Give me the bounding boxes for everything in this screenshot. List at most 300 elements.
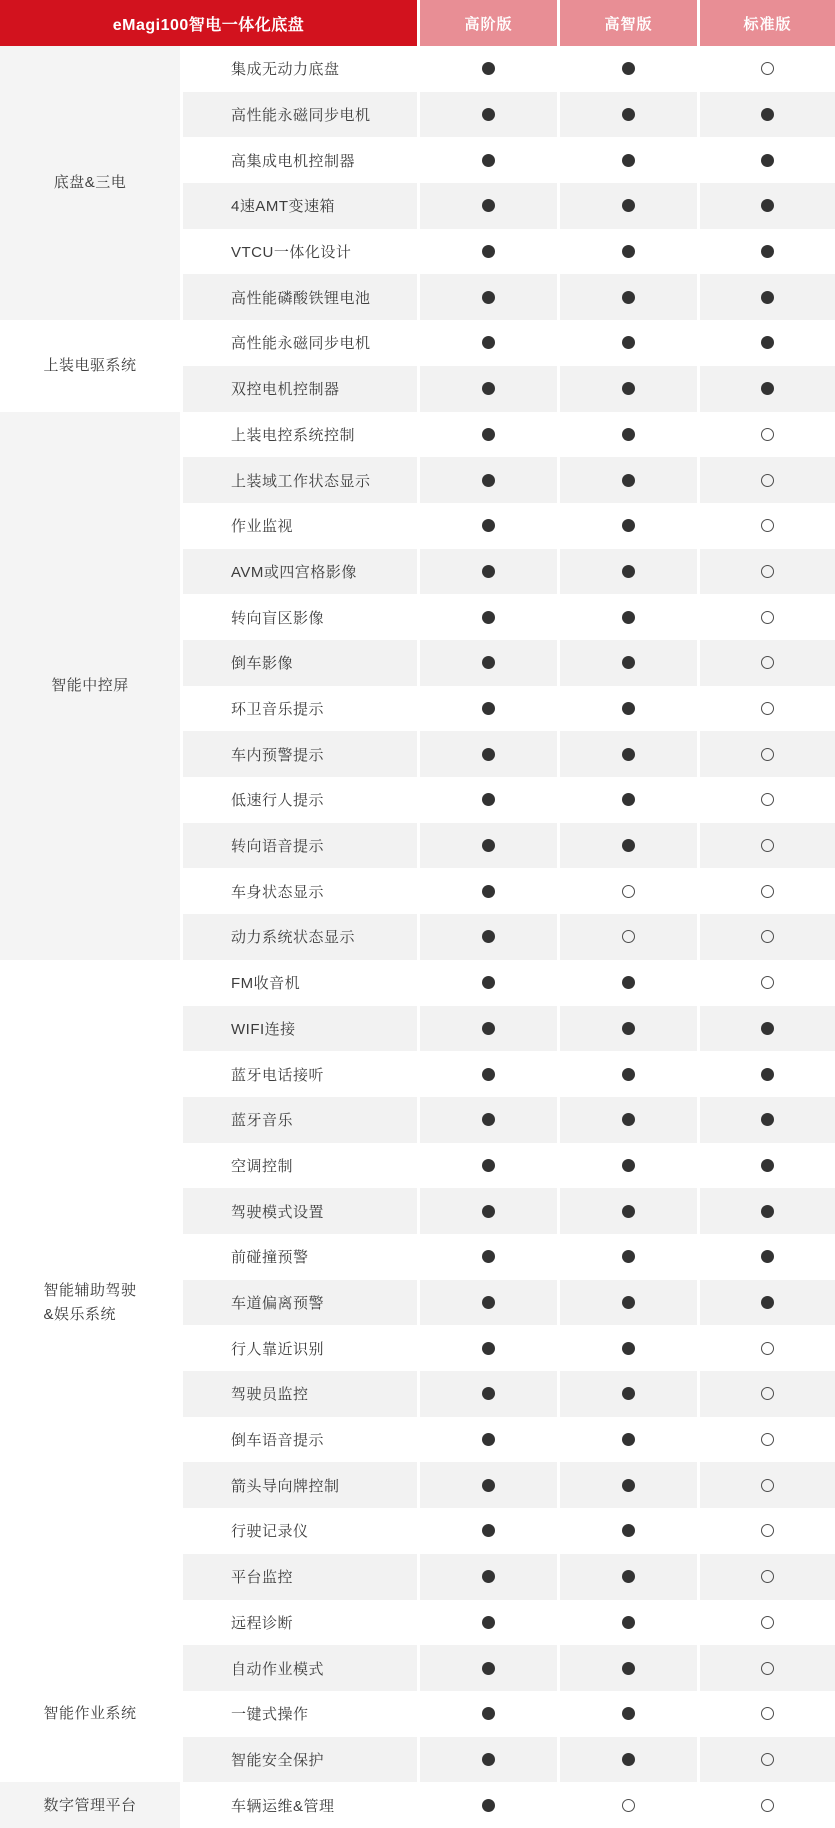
- dot-filled-icon: [482, 382, 495, 395]
- dot-filled-icon: [482, 1479, 495, 1492]
- availability-cell: [560, 46, 697, 92]
- feature-label: 环卫音乐提示: [231, 701, 325, 719]
- trim-header-gaojie: 高阶版: [420, 0, 557, 46]
- dot-filled-icon: [482, 474, 495, 487]
- dot-hollow-icon: [622, 1799, 635, 1812]
- dot-filled-icon: [622, 702, 635, 715]
- availability-cell: [560, 366, 697, 412]
- dot-filled-icon: [761, 108, 774, 121]
- availability-cell: [560, 1371, 697, 1417]
- feature-label: 高性能磷酸铁锂电池: [231, 289, 371, 307]
- availability-cell: [560, 503, 697, 549]
- availability-cell: [700, 731, 835, 777]
- category-label: [54, 171, 127, 194]
- availability-cell: [420, 1371, 557, 1417]
- dot-hollow-icon: [761, 748, 774, 761]
- dot-filled-icon: [482, 62, 495, 75]
- dot-filled-icon: [622, 336, 635, 349]
- dot-filled-icon: [622, 108, 635, 121]
- feature-label: 转向语音提示: [231, 838, 325, 856]
- feature-label: 高性能永磁同步电机: [231, 335, 371, 353]
- availability-cell: [420, 137, 557, 183]
- availability-cell: [560, 1097, 697, 1143]
- availability-cell: [560, 1417, 697, 1463]
- feature-cell: [183, 1645, 417, 1691]
- availability-cell: [420, 823, 557, 869]
- dot-hollow-icon: [761, 62, 774, 75]
- availability-cell: [560, 1508, 697, 1554]
- dot-filled-icon: [761, 382, 774, 395]
- availability-cell: [560, 1782, 697, 1828]
- dot-filled-icon: [482, 839, 495, 852]
- availability-cell: [560, 1280, 697, 1326]
- availability-cell: [560, 731, 697, 777]
- dot-filled-icon: [761, 245, 774, 258]
- feature-label: 倒车影像: [231, 655, 294, 673]
- feature-label: 驾驶员监控: [231, 1386, 309, 1404]
- dot-filled-icon: [482, 1342, 495, 1355]
- dot-hollow-icon: [761, 1616, 774, 1629]
- feature-label: 一键式操作: [231, 1706, 309, 1724]
- availability-cell: [560, 640, 697, 686]
- availability-cell: [700, 92, 835, 138]
- availability-cell: [560, 1325, 697, 1371]
- availability-cell: [700, 914, 835, 960]
- availability-cell: [560, 274, 697, 320]
- dot-filled-icon: [761, 1296, 774, 1309]
- dot-filled-icon: [482, 1616, 495, 1629]
- dot-hollow-icon: [761, 656, 774, 669]
- feature-label: 高性能永磁同步电机: [231, 107, 371, 125]
- availability-cell: [700, 412, 835, 458]
- availability-cell: [420, 92, 557, 138]
- dot-filled-icon: [622, 382, 635, 395]
- availability-cell: [560, 1006, 697, 1052]
- feature-cell: [183, 366, 417, 412]
- category-label-line: 数字管理平台: [43, 1796, 137, 1814]
- feature-cell: [183, 914, 417, 960]
- category-label: [43, 1702, 136, 1725]
- availability-cell: [700, 686, 835, 732]
- dot-filled-icon: [482, 336, 495, 349]
- feature-label: 低速行人提示: [231, 792, 325, 810]
- dot-filled-icon: [482, 1022, 495, 1035]
- availability-cell: [420, 1325, 557, 1371]
- dot-filled-icon: [482, 519, 495, 532]
- feature-label: 上装电控系统控制: [231, 426, 356, 444]
- feature-cell: [183, 1097, 417, 1143]
- dot-hollow-icon: [761, 1662, 774, 1675]
- availability-cell: [420, 1280, 557, 1326]
- feature-cell: [183, 1737, 417, 1783]
- dot-filled-icon: [622, 1433, 635, 1446]
- feature-label: 蓝牙电话接听: [231, 1066, 325, 1084]
- dot-filled-icon: [622, 748, 635, 761]
- dot-filled-icon: [761, 1068, 774, 1081]
- availability-cell: [560, 183, 697, 229]
- category-label-line: &娱乐系统: [43, 1305, 116, 1323]
- availability-cell: [560, 1691, 697, 1737]
- availability-cell: [700, 1554, 835, 1600]
- feature-label: 转向盲区影像: [231, 609, 325, 627]
- feature-label: FM收音机: [231, 975, 301, 993]
- category-cell: [0, 412, 180, 960]
- dot-filled-icon: [482, 1068, 495, 1081]
- feature-cell: [183, 229, 417, 275]
- category-cell: [0, 960, 180, 1645]
- category-cell: [0, 1782, 180, 1828]
- dot-filled-icon: [622, 1068, 635, 1081]
- dot-hollow-icon: [761, 1433, 774, 1446]
- availability-cell: [700, 457, 835, 503]
- availability-cell: [420, 274, 557, 320]
- feature-cell: [183, 1051, 417, 1097]
- dot-filled-icon: [482, 245, 495, 258]
- feature-label: 车道偏离预警: [231, 1295, 325, 1313]
- dot-hollow-icon: [761, 428, 774, 441]
- feature-label: 车辆运维&管理: [231, 1797, 335, 1815]
- availability-cell: [420, 1782, 557, 1828]
- availability-cell: [420, 1462, 557, 1508]
- feature-cell: [183, 1782, 417, 1828]
- feature-label: 4速AMT变速箱: [231, 198, 336, 216]
- availability-cell: [560, 1554, 697, 1600]
- feature-cell: [183, 1600, 417, 1646]
- dot-filled-icon: [622, 1205, 635, 1218]
- feature-cell: [183, 1554, 417, 1600]
- availability-cell: [700, 1188, 835, 1234]
- availability-cell: [420, 1234, 557, 1280]
- dot-filled-icon: [482, 108, 495, 121]
- feature-cell: [183, 503, 417, 549]
- availability-cell: [700, 640, 835, 686]
- availability-cell: [700, 366, 835, 412]
- dot-hollow-icon: [761, 930, 774, 943]
- availability-cell: [560, 412, 697, 458]
- feature-label: 集成无动力底盘: [231, 61, 340, 79]
- dot-filled-icon: [482, 930, 495, 943]
- availability-cell: [700, 1371, 835, 1417]
- availability-cell: [560, 914, 697, 960]
- feature-label: 上装域工作状态显示: [231, 472, 371, 490]
- dot-filled-icon: [482, 428, 495, 441]
- dot-filled-icon: [482, 1799, 495, 1812]
- feature-cell: [183, 1325, 417, 1371]
- dot-filled-icon: [482, 702, 495, 715]
- dot-filled-icon: [482, 154, 495, 167]
- dot-filled-icon: [622, 1753, 635, 1766]
- dot-hollow-icon: [761, 1387, 774, 1400]
- availability-cell: [560, 1737, 697, 1783]
- availability-cell: [700, 1462, 835, 1508]
- feature-cell: [183, 1188, 417, 1234]
- dot-filled-icon: [622, 839, 635, 852]
- feature-cell: [183, 1006, 417, 1052]
- availability-cell: [700, 1234, 835, 1280]
- availability-cell: [700, 1417, 835, 1463]
- availability-cell: [560, 549, 697, 595]
- dot-filled-icon: [761, 1022, 774, 1035]
- category-cell: [0, 320, 180, 411]
- availability-cell: [420, 1737, 557, 1783]
- category-label: [43, 1279, 136, 1326]
- dot-filled-icon: [622, 1616, 635, 1629]
- availability-cell: [700, 1097, 835, 1143]
- dot-filled-icon: [622, 1524, 635, 1537]
- dot-filled-icon: [622, 199, 635, 212]
- availability-cell: [420, 731, 557, 777]
- feature-cell: [183, 1280, 417, 1326]
- dot-hollow-icon: [761, 1707, 774, 1720]
- availability-cell: [700, 183, 835, 229]
- feature-cell: [183, 868, 417, 914]
- dot-hollow-icon: [761, 839, 774, 852]
- dot-filled-icon: [622, 428, 635, 441]
- availability-cell: [560, 457, 697, 503]
- dot-filled-icon: [482, 1387, 495, 1400]
- feature-label: 行人靠近识别: [231, 1340, 325, 1358]
- availability-cell: [700, 137, 835, 183]
- availability-cell: [420, 229, 557, 275]
- feature-label: 动力系统状态显示: [231, 929, 356, 947]
- dot-filled-icon: [482, 885, 495, 898]
- dot-filled-icon: [482, 1296, 495, 1309]
- dot-filled-icon: [622, 1387, 635, 1400]
- dot-hollow-icon: [761, 1753, 774, 1766]
- feature-label: 平台监控: [231, 1569, 294, 1587]
- dot-filled-icon: [761, 1113, 774, 1126]
- availability-cell: [560, 137, 697, 183]
- dot-filled-icon: [622, 1707, 635, 1720]
- availability-cell: [420, 366, 557, 412]
- availability-cell: [560, 320, 697, 366]
- feature-cell: [183, 274, 417, 320]
- feature-label: 作业监视: [231, 518, 294, 536]
- availability-cell: [560, 686, 697, 732]
- availability-cell: [420, 1554, 557, 1600]
- dot-filled-icon: [622, 1479, 635, 1492]
- category-label: [43, 354, 136, 377]
- availability-cell: [420, 640, 557, 686]
- feature-label: 双控电机控制器: [231, 381, 340, 399]
- dot-filled-icon: [482, 1662, 495, 1675]
- feature-cell: [183, 1143, 417, 1189]
- feature-cell: [183, 412, 417, 458]
- feature-cell: [183, 640, 417, 686]
- dot-filled-icon: [622, 245, 635, 258]
- feature-label: 远程诊断: [231, 1614, 294, 1632]
- dot-filled-icon: [482, 1570, 495, 1583]
- availability-cell: [700, 1782, 835, 1828]
- availability-cell: [420, 868, 557, 914]
- availability-cell: [420, 320, 557, 366]
- dot-filled-icon: [482, 1113, 495, 1126]
- dot-hollow-icon: [761, 793, 774, 806]
- availability-cell: [420, 1006, 557, 1052]
- dot-filled-icon: [622, 1113, 635, 1126]
- category-cell: [0, 1645, 180, 1782]
- availability-cell: [560, 1143, 697, 1189]
- feature-label: 倒车语音提示: [231, 1432, 325, 1450]
- feature-cell: [183, 320, 417, 366]
- availability-cell: [420, 1645, 557, 1691]
- feature-cell: [183, 457, 417, 503]
- dot-filled-icon: [622, 976, 635, 989]
- feature-label: 空调控制: [231, 1157, 294, 1175]
- dot-filled-icon: [761, 199, 774, 212]
- availability-cell: [700, 549, 835, 595]
- availability-cell: [560, 1600, 697, 1646]
- dot-hollow-icon: [761, 1524, 774, 1537]
- availability-cell: [700, 823, 835, 869]
- availability-cell: [560, 229, 697, 275]
- availability-cell: [420, 686, 557, 732]
- dot-filled-icon: [482, 656, 495, 669]
- availability-cell: [700, 960, 835, 1006]
- availability-cell: [420, 183, 557, 229]
- availability-cell: [560, 1188, 697, 1234]
- category-label: [43, 1794, 136, 1817]
- availability-cell: [700, 594, 835, 640]
- availability-cell: [420, 1508, 557, 1554]
- trim-header-biaozhun: 标准版: [700, 0, 835, 46]
- dot-filled-icon: [761, 1250, 774, 1263]
- dot-filled-icon: [482, 565, 495, 578]
- feature-cell: [183, 1234, 417, 1280]
- availability-cell: [700, 1006, 835, 1052]
- feature-cell: [183, 1417, 417, 1463]
- availability-cell: [420, 914, 557, 960]
- table-title: eMagi100智电一体化底盘: [0, 0, 417, 46]
- availability-cell: [700, 274, 835, 320]
- feature-label: 箭头导向牌控制: [231, 1477, 340, 1495]
- dot-filled-icon: [622, 1296, 635, 1309]
- feature-cell: [183, 1691, 417, 1737]
- feature-cell: [183, 137, 417, 183]
- availability-cell: [700, 503, 835, 549]
- feature-label: 自动作业模式: [231, 1660, 325, 1678]
- dot-filled-icon: [622, 519, 635, 532]
- dot-filled-icon: [482, 1753, 495, 1766]
- dot-hollow-icon: [761, 885, 774, 898]
- dot-filled-icon: [622, 1342, 635, 1355]
- availability-cell: [420, 1417, 557, 1463]
- dot-filled-icon: [622, 1570, 635, 1583]
- availability-cell: [700, 1645, 835, 1691]
- dot-filled-icon: [482, 1707, 495, 1720]
- dot-filled-icon: [482, 1159, 495, 1172]
- feature-label: 车内预警提示: [231, 746, 325, 764]
- availability-cell: [420, 1691, 557, 1737]
- availability-cell: [700, 229, 835, 275]
- dot-filled-icon: [482, 1433, 495, 1446]
- category-label: [51, 674, 129, 697]
- availability-cell: [420, 960, 557, 1006]
- availability-cell: [420, 594, 557, 640]
- dot-filled-icon: [482, 748, 495, 761]
- availability-cell: [420, 1600, 557, 1646]
- feature-label: 智能安全保护: [231, 1751, 325, 1769]
- feature-label: AVM或四宫格影像: [231, 563, 357, 581]
- feature-cell: [183, 1508, 417, 1554]
- availability-cell: [420, 1051, 557, 1097]
- category-label-line: 上装电驱系统: [43, 357, 137, 375]
- availability-cell: [560, 1462, 697, 1508]
- feature-cell: [183, 823, 417, 869]
- dot-filled-icon: [622, 793, 635, 806]
- dot-filled-icon: [761, 291, 774, 304]
- dot-filled-icon: [622, 474, 635, 487]
- feature-cell: [183, 960, 417, 1006]
- trim-header-gaozhi: 高智版: [560, 0, 697, 46]
- dot-filled-icon: [622, 1159, 635, 1172]
- dot-filled-icon: [622, 611, 635, 624]
- dot-filled-icon: [482, 611, 495, 624]
- dot-filled-icon: [622, 1022, 635, 1035]
- feature-cell: [183, 549, 417, 595]
- availability-cell: [700, 46, 835, 92]
- feature-label: 蓝牙音乐: [231, 1112, 294, 1130]
- feature-cell: [183, 1462, 417, 1508]
- feature-cell: [183, 1371, 417, 1417]
- availability-cell: [420, 549, 557, 595]
- dot-filled-icon: [622, 1250, 635, 1263]
- availability-cell: [700, 320, 835, 366]
- dot-filled-icon: [482, 976, 495, 989]
- dot-filled-icon: [761, 336, 774, 349]
- dot-hollow-icon: [761, 976, 774, 989]
- dot-filled-icon: [482, 199, 495, 212]
- feature-label: 前碰撞预警: [231, 1249, 309, 1267]
- dot-hollow-icon: [761, 611, 774, 624]
- availability-cell: [700, 1143, 835, 1189]
- category-label-line: 智能中控屏: [51, 677, 129, 695]
- dot-hollow-icon: [761, 1570, 774, 1583]
- dot-filled-icon: [482, 1524, 495, 1537]
- availability-cell: [560, 594, 697, 640]
- dot-filled-icon: [482, 291, 495, 304]
- category-cell: [0, 46, 180, 320]
- availability-cell: [700, 1691, 835, 1737]
- availability-cell: [420, 1188, 557, 1234]
- dot-filled-icon: [622, 154, 635, 167]
- feature-label: 车身状态显示: [231, 883, 325, 901]
- dot-hollow-icon: [622, 930, 635, 943]
- availability-cell: [700, 1508, 835, 1554]
- dot-hollow-icon: [761, 565, 774, 578]
- feature-cell: [183, 46, 417, 92]
- dot-filled-icon: [482, 1250, 495, 1263]
- dot-filled-icon: [482, 1205, 495, 1218]
- feature-label: VTCU一体化设计: [231, 244, 352, 262]
- availability-cell: [420, 46, 557, 92]
- dot-filled-icon: [761, 1205, 774, 1218]
- availability-cell: [420, 1143, 557, 1189]
- dot-hollow-icon: [761, 702, 774, 715]
- availability-cell: [700, 1325, 835, 1371]
- dot-filled-icon: [622, 1662, 635, 1675]
- dot-hollow-icon: [761, 1479, 774, 1492]
- availability-cell: [560, 823, 697, 869]
- feature-label: WIFI连接: [231, 1020, 296, 1038]
- availability-cell: [560, 1645, 697, 1691]
- dot-filled-icon: [622, 656, 635, 669]
- availability-cell: [700, 868, 835, 914]
- feature-label: 行驶记录仪: [231, 1523, 309, 1541]
- feature-cell: [183, 92, 417, 138]
- dot-hollow-icon: [761, 519, 774, 532]
- feature-label: 驾驶模式设置: [231, 1203, 325, 1221]
